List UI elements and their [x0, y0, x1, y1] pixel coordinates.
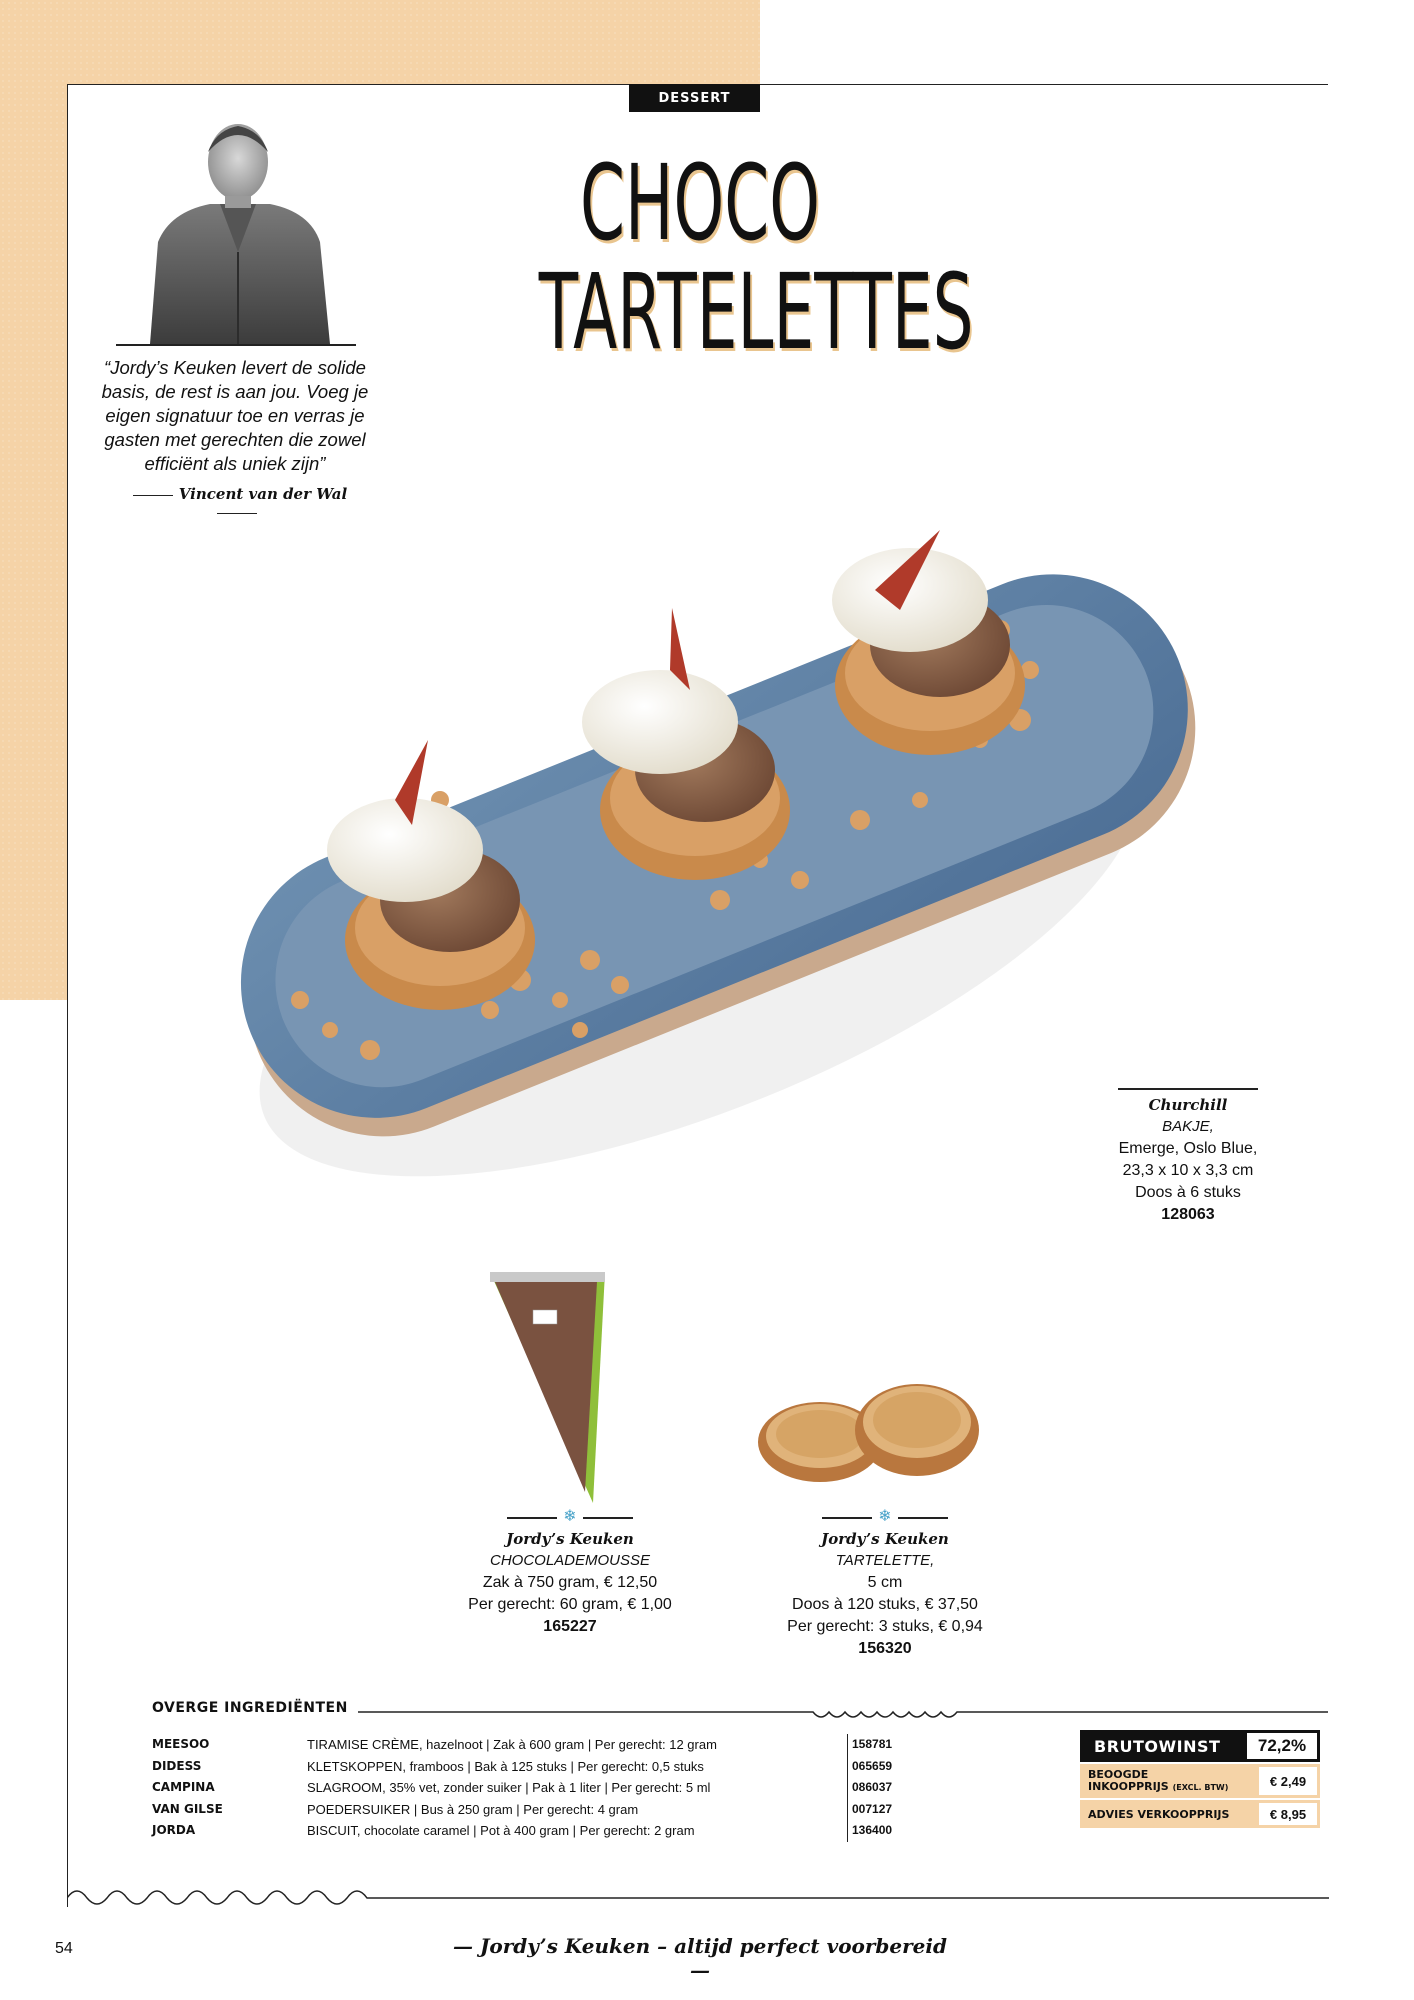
product-brand: Jordy’s Keuken [821, 1530, 949, 1548]
product-card-tartelette [755, 1510, 1015, 1660]
title-line-2: TARTELETTES [538, 251, 974, 373]
ingredient-code: 086037 [848, 1777, 933, 1799]
product-name: CHOCOLADEMOUSSE [489, 1552, 651, 1569]
ingredient-brand: MEESOO [152, 1737, 210, 1751]
retail-price-value: € 8,95 [1259, 1803, 1317, 1825]
page-title [440, 142, 974, 373]
category-label: DESSERT [629, 84, 760, 112]
dish-info [1088, 1088, 1288, 1226]
snowflake-icon: ❄ [878, 1508, 892, 1525]
profit-box [1080, 1730, 1320, 1828]
dish-name: BAKJE, [1162, 1117, 1214, 1135]
purchase-label-note: (EXCL. BTW) [1172, 1783, 1229, 1792]
bottom-wave-border [67, 1880, 1329, 1910]
chef-divider [116, 344, 356, 346]
chef-quote: “Jordy’s Keuken levert de solide basis, de rest is aan jou. Voeg je eigen signatuur toe en verras je gasten met gerechten die zowel efficiënt als uniek zijn” [101, 357, 369, 474]
ingredient-brand: JORDA [152, 1823, 196, 1837]
page-number: 54 [55, 1940, 73, 1957]
ingredient-code: 065659 [848, 1756, 933, 1778]
ingredient-desc: TIRAMISE CRÈME, hazelnoot | Zak à 600 gram | Per gerecht: 12 gram [307, 1737, 717, 1752]
ingredient-brand: DIDESS [152, 1758, 202, 1773]
chocolate-mousse-bag-image [485, 1268, 610, 1508]
purchase-label-line-1: BEOOGDE [1088, 1768, 1149, 1781]
ingredients-divider [358, 1700, 1328, 1730]
snowflake-icon: ❄ [563, 1508, 577, 1525]
ingredient-code: 158781 [848, 1734, 933, 1756]
purchase-price-label [1080, 1764, 1256, 1798]
ingredients-heading: OVERGE INGREDIËNTEN [152, 1700, 348, 1716]
ingredient-desc: BISCUIT, chocolate caramel | Pot à 400 gram | Per gerecht: 2 gram [307, 1823, 695, 1838]
table-row [152, 1820, 932, 1842]
ingredient-desc: POEDERSUIKER | Bus à 250 gram | Per gerecht: 4 gram [307, 1801, 639, 1817]
gross-profit-row [1080, 1730, 1320, 1762]
dish-info-rule [1118, 1088, 1258, 1090]
title-line-1: CHOCO [579, 142, 821, 264]
purchase-price-value: € 2,49 [1259, 1767, 1317, 1795]
product-name: TARTELETTE, [835, 1552, 935, 1569]
ingredient-desc: KLETSKOPPEN, framboos | Bak à 125 stuks | Per gerecht: 0,5 stuks [307, 1758, 704, 1774]
retail-price-label: ADVIES VERKOOPPRIJS [1088, 1807, 1230, 1821]
purchase-price-row [1080, 1764, 1320, 1798]
table-row [152, 1734, 932, 1756]
ingredient-brand: VAN GILSE [152, 1801, 223, 1816]
ingredient-code: 007127 [848, 1799, 933, 1821]
table-row [152, 1756, 932, 1778]
product-line-3: Per gerecht: 3 stuks, € 0,94 [787, 1618, 983, 1635]
table-row [152, 1799, 932, 1821]
dish-line-3: Doos à 6 stuks [1135, 1183, 1241, 1201]
chef-portrait [120, 112, 355, 344]
chef-signature: Vincent van der Wal [112, 485, 362, 521]
retail-price-row [1080, 1800, 1320, 1828]
dish-line-2: 23,3 x 10 x 3,3 cm [1122, 1161, 1254, 1179]
table-row [152, 1777, 932, 1799]
product-line-1: Zak à 750 gram, € 12,50 [482, 1574, 658, 1591]
dish-brand: Churchill [1148, 1095, 1228, 1114]
product-line-2: Doos à 120 stuks, € 37,50 [792, 1596, 978, 1613]
product-code: 156320 [858, 1640, 912, 1657]
ingredient-brand: CAMPINA [152, 1780, 215, 1794]
frozen-marker [755, 1510, 1015, 1526]
dish-code: 128063 [1161, 1205, 1215, 1223]
product-line-1: 5 cm [867, 1574, 903, 1591]
gross-profit-label: BRUTOWINST [1094, 1736, 1221, 1756]
tartelette-image [752, 1368, 992, 1486]
frozen-marker [440, 1510, 700, 1526]
ingredient-desc: SLAGROOM, 35% vet, zonder suiker | Pak à 1 liter | Per gerecht: 5 ml [307, 1780, 711, 1795]
gross-profit-value: 72,2% [1245, 1731, 1319, 1761]
dish-line-1: Emerge, Oslo Blue, [1118, 1139, 1258, 1157]
ingredient-code: 136400 [848, 1820, 933, 1842]
product-brand: Jordy’s Keuken [506, 1530, 634, 1548]
product-code: 165227 [543, 1618, 597, 1635]
purchase-label-line-2: INKOOPPRIJS [1088, 1780, 1169, 1793]
footer-tagline: — Jordy’s Keuken – altijd perfect voorbereid — [452, 1934, 947, 1982]
product-line-2: Per gerecht: 60 gram, € 1,00 [468, 1596, 672, 1613]
ingredients-table [152, 1734, 932, 1842]
product-card-mousse [440, 1510, 700, 1638]
